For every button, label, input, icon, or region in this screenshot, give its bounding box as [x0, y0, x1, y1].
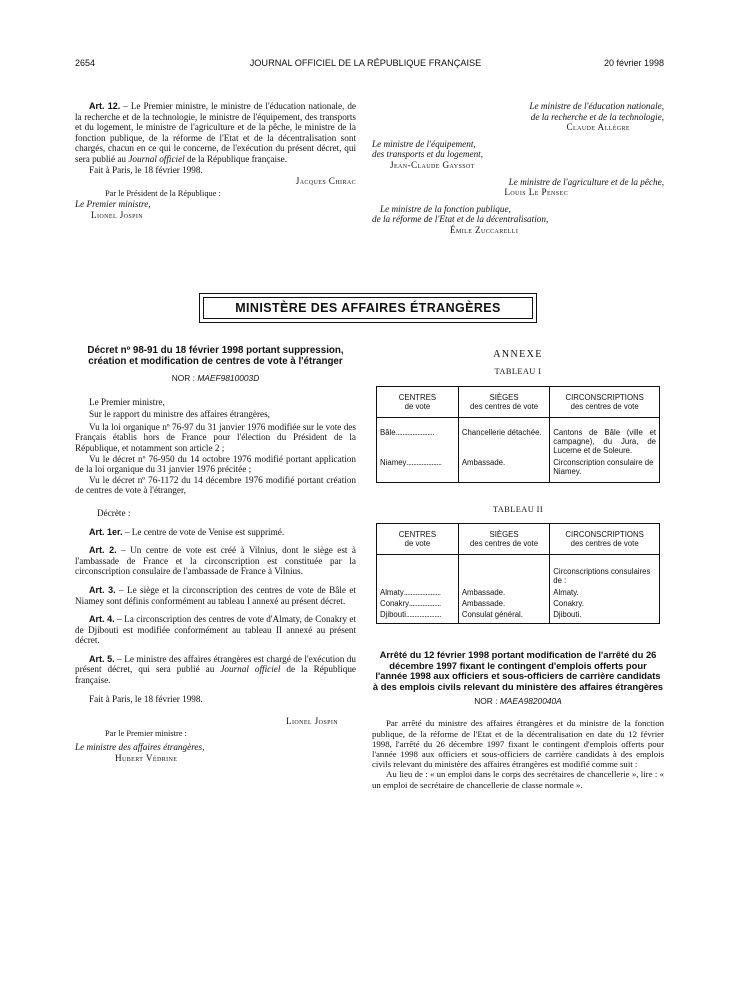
- minister-title: de la réforme de l'Etat et de la décentralisation,: [372, 214, 549, 225]
- centre-cell: Niamey: [380, 457, 407, 467]
- minister-title: Le ministre de l'éducation nationale,: [529, 101, 664, 111]
- minister-title: de la recherche et de la technologie,: [530, 111, 664, 122]
- decree-paragraph: Vu la loi organique nº 76-97 du 31 janvier 1976 modifiée sur le vote des Français établis hors de France pour l'élection du Président de la République, et notamment son article 2 ;: [75, 421, 356, 453]
- previous-decree-end: [75, 101, 356, 221]
- decree-nor: NOR : MAEF9810003D: [171, 372, 260, 383]
- table-row: Conakry................... Ambassade. Conakry.: [377, 598, 660, 609]
- centre-cell: Bâle: [380, 428, 396, 437]
- decree-paragraph: Le Premier ministre,: [89, 396, 165, 407]
- arrete-title: Arrêté du 12 février 1998 portant modification de l'arrêté du 26 décembre 1997 fixant le contingent d'emplois offerts pour l'année 1998 aux officiers et sous-officiers de carrière candidats à des emplois civils relevant du ministère des affaires étrangères: [372, 649, 664, 692]
- arrete-paragraph: Par arrêté du ministre des affaires étrangères et du ministre de la fonction publique, de la réforme de l'Etat et de la décentralisation en date du 12 février 1998, l'arrêté du 26 décembre 1997 fixant le contingent d'emplois offerts pour l'année 1998 aux officiers et sous-officiers de carrière candidats à des emplois civils relevant du ministère des affaires étrangères est modifié comme suit :: [372, 718, 664, 770]
- table2-title: TABLEAU II: [492, 505, 544, 514]
- header-circonscriptions: CIRCONSCRIPTIONS des centres de vote: [550, 387, 660, 418]
- siege-cell: Ambassade.: [458, 457, 549, 483]
- header-sieges: SIÈGES des centres de vote: [458, 387, 549, 418]
- article-12: Art. 12. – Le Premier ministre, le ministre de l'éducation nationale, de la recherche et de la technologie, le ministre de l'équipement, des transports et du logement, le ministre de l'agriculture et de la pêche, le ministre de la fonction publique, de la réforme de l'Etat et de la décentralisation sont chargés, chacun en ce qui le concerne, de l'exécution du présent décret, qui sera publié au Journal officiel de la République française.: [75, 101, 356, 164]
- siege-cell: Ambassade.: [458, 587, 549, 598]
- circ-cell: Conakry.: [550, 598, 660, 609]
- minister-name: Hubert Védrine: [115, 753, 178, 764]
- decree-paragraph: Vu le décret nº 76-1172 du 14 décembre 1976 modifié portant création de centres de vote à l'étranger,: [75, 474, 356, 496]
- header-centres: CENTRES de vote: [377, 387, 459, 418]
- article-4: Art. 4. – La circonscription des centres de vote d'Almaty, de Conakry et de Djibouti est modifiée conformément au tableau II annexé au présent décret.: [75, 614, 357, 646]
- centre-cell: Djibouti: [380, 610, 407, 620]
- centre-cell: Conakry: [380, 599, 410, 609]
- header-sieges: SIÈGES des centres de vote: [458, 524, 549, 555]
- place-date: Fait à Paris, le 18 février 1998.: [89, 164, 203, 175]
- page-number: 2654: [75, 58, 96, 68]
- circ-cell: Circonscription consulaire de Niamey.: [550, 457, 660, 483]
- minister-title: Le Premier ministre,: [75, 199, 151, 210]
- decree-decrete: Décrète :: [97, 507, 131, 518]
- decree-paragraph: Sur le rapport du ministre des affaires étrangères,: [89, 409, 270, 420]
- ministry-banner-text: MINISTÈRE DES AFFAIRES ÉTRANGÈRES: [235, 301, 501, 315]
- minister-name: Louis Le Pensec: [504, 187, 568, 198]
- issue-date: 20 février 1998: [603, 58, 664, 68]
- arrete-12-fevrier-1998: [372, 650, 664, 790]
- annex-title: ANNEXE: [493, 349, 543, 360]
- minister-name: Émile Zuccarelli: [450, 224, 519, 235]
- table-2: [376, 523, 660, 624]
- siege-cell: Ambassade.: [458, 598, 549, 609]
- decree-98-91: [75, 346, 356, 764]
- table-row: [377, 555, 660, 588]
- siege-cell: Consulat général.: [458, 609, 549, 623]
- minister-name: Lionel Jospin: [91, 209, 144, 220]
- decree-paragraph: Vu le décret nº 76-950 du 14 octobre 1976 modifié portant application de la loi organique du 31 janvier 1976 précitée ;: [75, 453, 356, 475]
- minister-title: Le ministre des affaires étrangères,: [75, 742, 205, 753]
- minister-name: Claude Allègre: [566, 122, 630, 133]
- table1-title: TABLEAU I: [494, 367, 542, 376]
- countersign-label: Par le Président de la République :: [105, 188, 221, 198]
- centre-cell: Almaty: [380, 588, 404, 597]
- circ-cell: Almaty.: [550, 587, 660, 598]
- circ-cell: Djibouti.: [550, 609, 660, 623]
- arrete-paragraph: Au lieu de : « un emploi dans le corps des secrétaires de chancellerie », lire : « un emploi de secrétaire de chancellerie de classe normale ».: [372, 769, 664, 790]
- decree-title: Décret nº 98-91 du 18 février 1998 portant suppression, création et modification de centres de vote à l'étranger: [87, 345, 344, 367]
- minister-signatures: [372, 101, 664, 236]
- siege-cell: Chancellerie détachée.: [458, 418, 549, 457]
- article-3: Art. 3. – Le siège et la circonscription des centres de vote de Bâle et Niamey sont définis conformément au tableau I annexé au présent décret.: [75, 584, 356, 606]
- header-circonscriptions: CIRCONSCRIPTIONS des centres de vote: [550, 524, 660, 555]
- table-header-row: [377, 524, 660, 555]
- table-1: [376, 386, 660, 483]
- signer-name: Lionel Jospin: [285, 716, 338, 727]
- arrete-nor: NOR : MAEA9820040A: [474, 696, 562, 707]
- journal-title: JOURNAL OFFICIEL DE LA RÉPUBLIQUE FRANÇAISE: [249, 58, 482, 68]
- table-row: Niamey..................... Ambassade. Circonscription consulaire de Niamey.: [377, 457, 660, 483]
- table-header-row: [377, 387, 660, 418]
- table-row: Almaty...................... Ambassade. Almaty.: [377, 587, 660, 598]
- minister-title: des transports et du logement,: [372, 149, 484, 160]
- circ-intro-cell: Circonscriptions consulaires de :: [550, 555, 660, 588]
- countersign-label: Par le Premier ministre :: [105, 728, 187, 738]
- signer-name: Jacques Chirac: [295, 176, 356, 187]
- article-1: Art. 1er. – Le centre de vote de Venise est supprimé.: [89, 526, 285, 537]
- minister-title: Le ministre de l'agriculture et de la pêche,: [508, 176, 664, 187]
- header-centres: CENTRES de vote: [377, 524, 459, 555]
- table-row: Bâle....................... Chancellerie détachée. Cantons de Bâle (ville et campagne), du Jura, de Lucerne et de Soleure.: [377, 418, 660, 457]
- ministry-banner: [203, 297, 533, 319]
- minister-title: Le ministre de l'équipement,: [372, 138, 476, 149]
- place-date: Fait à Paris, le 18 février 1998.: [89, 693, 203, 704]
- circ-cell: Cantons de Bâle (ville et campagne), du Jura, de Lucerne et de Soleure.: [550, 418, 660, 457]
- article-2: Art. 2. – Un centre de vote est créé à Vilnius, dont le siège est à l'ambassade de France et la circonscription est constituée par la circonscription consulaire de l'ambassade de France à Vilnius.: [75, 545, 356, 577]
- minister-title: Le ministre de la fonction publique,: [380, 203, 511, 214]
- article-5: Art. 5. – Le ministre des affaires étrangères est chargé de l'exécution du présent décret, qui sera publié au Journal officiel de la République française.: [75, 653, 356, 686]
- minister-name: Jean-Claude Gayssot: [390, 159, 475, 170]
- table-row: Djibouti..................... Consulat général. Djibouti.: [377, 609, 660, 623]
